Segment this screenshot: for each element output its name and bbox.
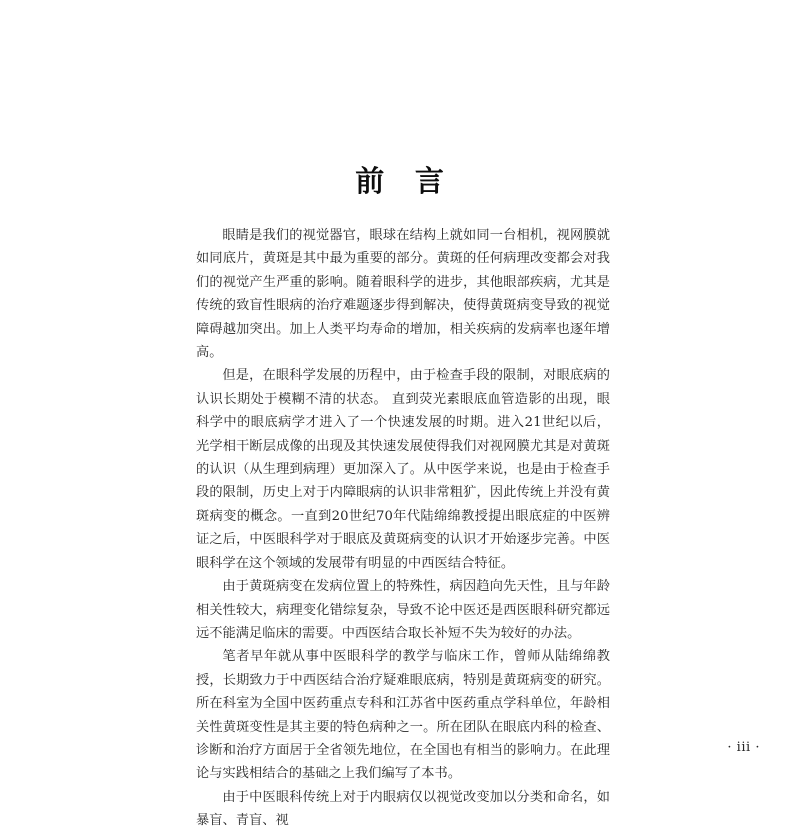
paragraph: 眼睛是我们的视觉器官，眼球在结构上就如同一台相机，视网膜就如同底片，黄斑是其中最为重要的部分。黄斑的任何病理改变都会对我们的视觉产生严重的影响。随着眼科学的进步，其他眼部疾病，尤其是传统的致盲性眼病的治疗难题逐步得到解决，使得黄斑病变导致的视觉障碍越加突出。加上人类平均寿命的增加，相关疾病的发病率也逐年增高。 — [196, 228, 610, 361]
page-title: 前 言 — [355, 164, 445, 199]
paragraph: 但是，在眼科学发展的历程中，由于检查手段的限制，对眼底病的认识长期处于模糊不清的状态。 直到荧光素眼底血管造影的出现，眼科学中的眼底病学才进入了一个快速发展的时期。进入21世纪以后，光学相干断层成像的出现及其快速发展使得我们对视网膜尤其是对黄斑的认识（从生理到病理）更加深入了。从中医学来说，也是由于检查手段的限制，历史上对于内障眼病的认识非常粗犷，因此传统上并没有黄斑病变的概念。一直到20世纪70年代陆绵绵教授提出眼底症的中医辨证之后，中医眼科学对于眼底及黄斑病变的认识才开始逐步完善。中医眼科学在这个领域的发展带有明显的中西医结合特征。 — [196, 368, 610, 571]
paragraph: 由于黄斑病变在发病位置上的特殊性，病因趋向先天性，且与年龄相关性较大，病理变化错综复杂，导致不论中医还是西医眼科研究都远远不能满足临床的需要。中西医结合取长补短不失为较好的办法。 — [196, 579, 610, 641]
paragraph: 由于中医眼科传统上对于内眼病仅以视觉改变加以分类和命名，如暴盲、青盲、视 — [196, 789, 610, 829]
paragraph: 笔者早年就从事中医眼科学的教学与临床工作，曾师从陆绵绵教授，长期致力于中西医结合治疗疑难眼底病，特别是黄斑病变的研究。所在科室为全国中医药重点专科和江苏省中医药重点学科单位，年龄相关性黄斑变性是其主要的特色病种之一。所在团队在眼底内科的检查、诊断和治疗方面居于全省领先地位，在全国也有相当的影响力。在此理论与实践相结合的基础之上我们编写了本书。 — [196, 649, 610, 782]
page-number-folio: · iii · — [727, 740, 760, 755]
